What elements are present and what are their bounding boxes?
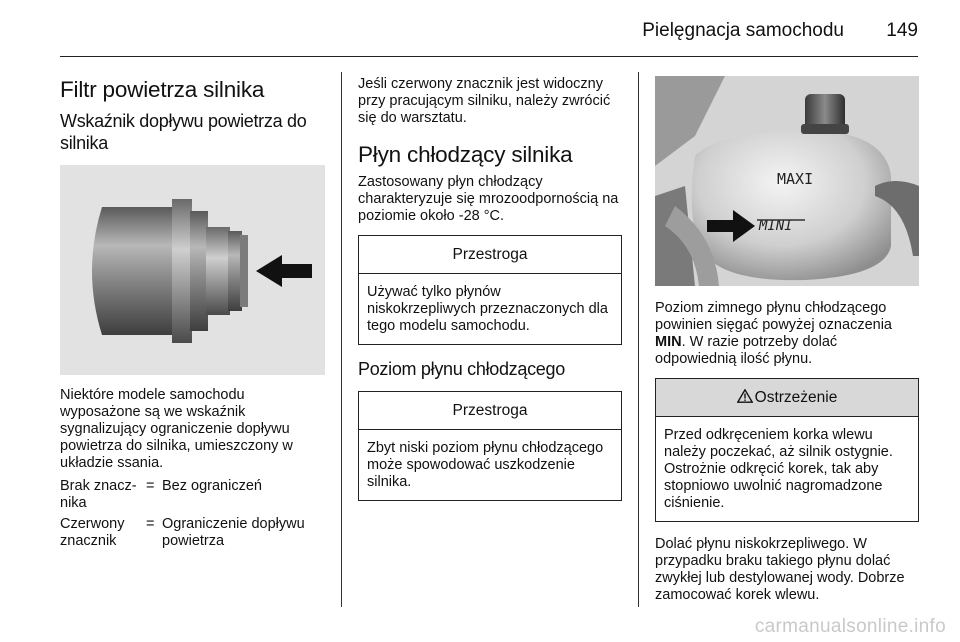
section-title-air-filter: Filtr powietrza silnika [60,77,265,102]
definition-separator: = [146,515,155,532]
air-indicator-image [60,165,325,375]
column-3 [655,72,919,610]
coolant-level-text-part2: . W razie potrzeby dolać odpowiednią ilość płynu. [655,334,838,367]
air-indicator-illustration [60,165,325,375]
definition-term: Brak znacz- nika [60,477,137,511]
page-header [60,14,918,58]
caution-box-coolant-level [358,391,622,501]
coolant-description: Zastosowany płyn chłodzący charakteryzuje się mrozoodpornością na poziomie około -28 °C. [358,174,619,224]
coolant-level-text-part1: Poziom zimnego płynu chłodzącego powinien sięgać powyżej oznaczenia [655,300,892,333]
warning-triangle-icon [737,389,753,403]
column-divider-2 [638,72,639,607]
watermark: carmanualsonline.info [754,616,946,637]
caution-title: Przestroga [359,236,621,274]
coolant-level-instruction [655,300,919,368]
definition-description: Ograniczenie dopływu powietrza [162,515,305,549]
definition-separator: = [146,477,155,494]
page-number: 149 [886,20,918,41]
caution-title: Przestroga [359,392,621,430]
column-divider-1 [341,72,342,607]
min-mark-label: MIN [655,334,682,350]
header-title: Pielęgnacja samochodu [642,20,844,41]
mini-label: MINI [759,218,793,234]
section-title-coolant: Płyn chłodzący silnika [358,142,573,167]
air-indicator-description: Niektóre modele samochodu wyposażone są we wskaźnik sygnalizujący ograniczenie dopływu powietrza do silnika, umieszczony w układzie ssania. [60,386,293,471]
definition-description: Bez ograniczeń [162,477,262,494]
workshop-note: Jeśli czerwony znacznik jest widoczny przy pracującym silniku, należy zwrócić się do warsztatu. [358,76,611,126]
caution-text: Używać tylko płynów niskokrzepliwych przeznaczonych dla tego modelu samochodu. [367,284,608,334]
header-rule [60,56,918,57]
column-1 [60,72,325,554]
warning-title: Ostrzeżenie [754,389,838,406]
subsection-title-coolant-level: Poziom płynu chłodzącego [358,359,565,379]
warning-header [656,379,918,417]
coolant-reservoir-image [655,76,919,286]
subsection-title-air-indicator: Wskaźnik dopływu powietrza do silnika [60,111,307,153]
warning-text: Przed odkręceniem korka wlewu należy poczekać, aż silnik ostygnie. Ostrożnie odkręcić korek, tak aby stopniowo uwolnić nagromadzone ciśnienie. [664,427,893,511]
caution-text: Zbyt niski poziom płynu chłodzącego może spowodować uszkodzenie silnika. [367,439,604,490]
caution-box-coolant-type [358,235,622,345]
maxi-label: MAXI [777,170,814,188]
top-up-instruction: Dolać płynu niskokrzepliwego. W przypadku braku takiego płynu dolać zwykłej lub destylowanej wody. Dobrze zamocować korek wlewu. [655,536,905,603]
definition-term: Czerwony znacznik [60,515,125,549]
warning-box-cap [655,378,919,522]
column-2 [358,72,622,511]
indicator-definitions [60,478,325,554]
coolant-reservoir-illustration [655,76,919,286]
